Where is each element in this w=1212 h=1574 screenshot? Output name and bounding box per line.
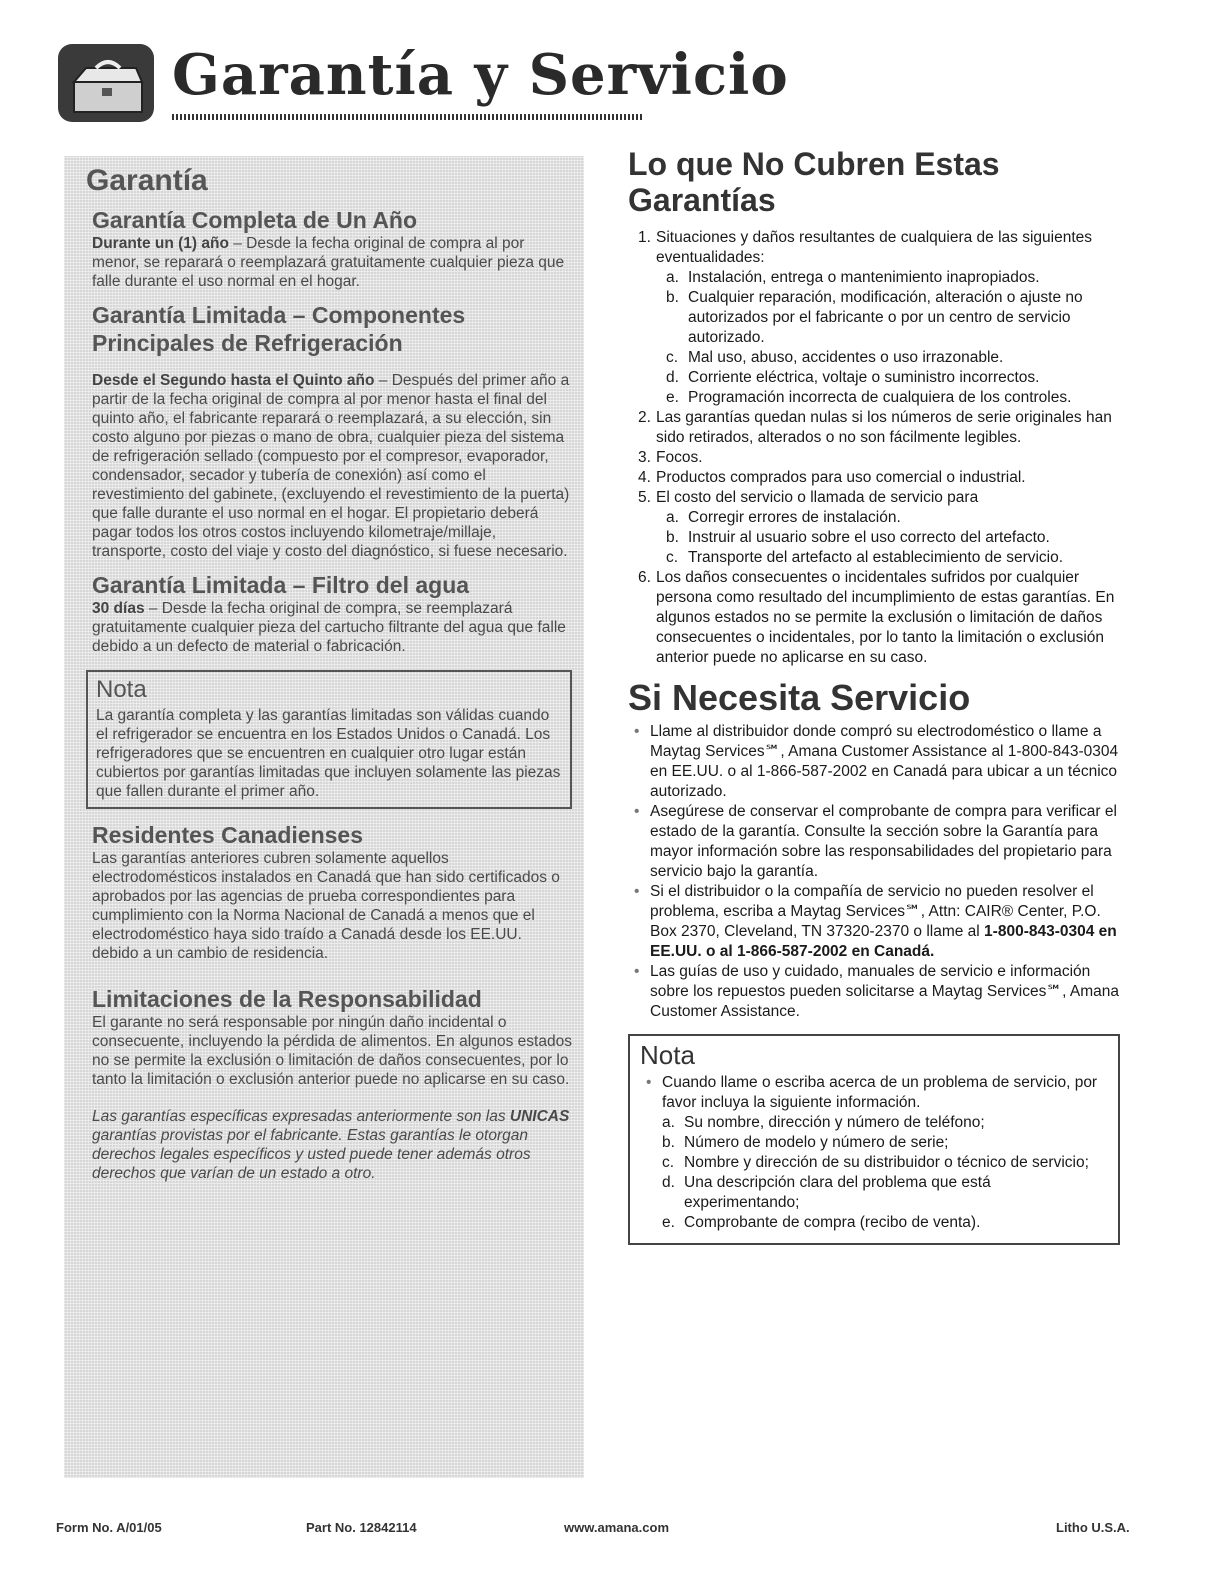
sub-item-text: Cualquier reparación, modificación, alteración o ajuste no autorizados por el fabricante o por un centro de servicio autorizado. — [688, 289, 1083, 346]
sub-item-letter: a. — [666, 269, 679, 286]
body-text: – Desde la fecha original de compra al por menor, se reparará o reemplazará gratuitamente cualquier pieza que falle durante el uso normal en el hogar. — [92, 235, 565, 290]
section-title: Limitaciones de la Responsabilidad — [92, 986, 482, 1012]
section-title: Garantía Completa de Un Año — [92, 207, 418, 233]
item-number: 1. — [638, 229, 651, 246]
sub-item-letter: a. — [666, 509, 679, 526]
sub-list — [656, 268, 1128, 408]
warranty-panel — [64, 156, 584, 1478]
sub-item — [656, 348, 1128, 368]
sub-item-text: Mal uso, abuso, accidentes o uso irrazonable. — [688, 349, 1004, 366]
list-item: • Asegúrese de conservar el comprobante de compra para verificar el estado de la garantía. Consulte la sección sobre la Garantía para mayor información sobre las responsabilidades del propietario para servicio bajo la garantía. — [628, 802, 1128, 882]
item-text: Las garantías quedan nulas si los números de serie originales han sido retirados, alterados o no son fácilmente legibles. — [656, 409, 1112, 446]
note-title: Nota — [640, 1040, 695, 1070]
note-title: Nota — [96, 676, 147, 703]
limited-refrigeration-section — [86, 301, 572, 561]
sub-item — [652, 1133, 1110, 1153]
sub-item — [656, 388, 1128, 408]
list-item — [628, 228, 1128, 408]
service-list — [628, 722, 1128, 1022]
full-warranty-section — [86, 206, 572, 291]
part-number: Part No. 12842114 — [306, 1520, 417, 1535]
item-number: 2. — [638, 409, 651, 426]
sub-item-letter: b. — [666, 529, 679, 546]
title-underline — [172, 114, 642, 120]
closing-text: garantías provistas por el fabricante. Estas garantías le otorgan derechos legales específicos y usted puede tener además otros derechos que varían de un estado a otro. — [92, 1127, 531, 1182]
section-title: Garantía Limitada – Componentes Principales de Refrigeración — [92, 302, 466, 356]
list-item — [628, 408, 1128, 448]
canadian-residents-section — [86, 821, 572, 963]
sub-item-letter: c. — [666, 549, 679, 566]
item-number: 3. — [638, 449, 651, 466]
item-number: 5. — [638, 489, 651, 506]
sub-item-text: Instalación, entrega o mantenimiento inapropiados. — [688, 269, 1040, 286]
sub-item-letter: b. — [666, 289, 679, 306]
sub-item-letter: e. — [662, 1214, 675, 1231]
sub-item-text: Comprobante de compra (recibo de venta). — [684, 1214, 981, 1231]
section-text: El garante no será responsable por ningún daño incidental o consecuente, incluyendo la pérdida de alimentos. En algunos estados no se permite la exclusión o limitación de daños consecuentes, por lo tanto la limitación o exclusión anterior puede no aplicarse en su caso. — [92, 1014, 572, 1088]
warranty-note-box — [86, 670, 572, 809]
litho-label: Litho U.S.A. — [1056, 1520, 1130, 1535]
sub-list — [656, 508, 1128, 568]
section-title: Garantía Limitada – Filtro del agua — [92, 572, 470, 598]
sub-item-text: Corregir errores de instalación. — [688, 509, 901, 526]
phone-numbers: 1-800-843-0304 en EE.UU. o al 1-866-587-2002 en Canadá. — [650, 923, 1117, 960]
item-text: El costo del servicio o llamada de servicio para — [656, 489, 979, 506]
sub-item-text: Transporte del artefacto al establecimiento de servicio. — [688, 549, 1064, 566]
service-note-box — [628, 1034, 1120, 1245]
page-title: Garantía y Servicio — [172, 42, 789, 108]
closing-text: Las garantías específicas expresadas anteriormente son las — [92, 1108, 510, 1125]
list-item — [628, 882, 1128, 962]
item-text: Focos. — [656, 449, 703, 466]
item-number: 4. — [638, 469, 651, 486]
item-text: Situaciones y daños resultantes de cualquiera de las siguientes eventualidades: — [656, 229, 1092, 266]
sub-item — [656, 528, 1128, 548]
note-sub-list — [652, 1113, 1110, 1233]
closing-emphasis: UNICAS — [509, 1108, 570, 1125]
sub-item — [656, 268, 1128, 288]
closing-statement — [92, 1107, 572, 1183]
toolbox-icon — [56, 42, 156, 124]
list-item: • Llame al distribuidor donde compró su electrodoméstico o llame a Maytag Services℠, Amana Customer Assistance al 1-800-843-0304 en EE.UU. o al 1-866-587-2002 en Canadá para ubicar a un técnico autorizado. — [628, 722, 1128, 802]
sub-item — [652, 1153, 1110, 1173]
page-header — [56, 40, 789, 126]
section-text — [92, 371, 572, 561]
sub-item-letter: c. — [666, 349, 679, 366]
sub-item-text: Nombre y dirección de su distribuidor o técnico de servicio; — [684, 1154, 1089, 1171]
sub-item-letter: b. — [662, 1134, 675, 1151]
section-text — [92, 234, 572, 291]
sub-item-text: Número de modelo y número de serie; — [684, 1134, 949, 1151]
note-text: La garantía completa y las garantías limitadas son válidas cuando el refrigerador se encuentra en los Estados Unidos o Canadá. Los refrigeradores que se encuentren en cualquier otro lugar están cubiertos por garantías limitadas que incluyen solamente las piezas que fallen durante el primer año. — [96, 707, 561, 800]
sub-item — [656, 368, 1128, 388]
sub-item-letter: c. — [662, 1154, 675, 1171]
liability-section — [86, 985, 572, 1089]
lead-text: Desde el Segundo hasta el Quinto año — [92, 372, 375, 389]
lead-text: 30 días — [92, 600, 145, 617]
section-title: Residentes Canadienses — [92, 822, 364, 848]
sub-item — [656, 288, 1128, 348]
right-column — [628, 146, 1128, 1245]
sub-item-letter: d. — [662, 1174, 675, 1191]
sub-item-letter: d. — [666, 369, 679, 386]
lead-text: Durante un (1) año — [92, 235, 229, 252]
sub-item-text: Programación incorrecta de cualquiera de los controles. — [688, 389, 1072, 406]
sub-item-text: Su nombre, dirección y número de teléfono; — [684, 1114, 985, 1131]
list-item — [628, 468, 1128, 488]
sub-item-letter: a. — [662, 1114, 675, 1131]
body-text: – Desde la fecha original de compra, se reemplazará gratuitamente cualquier pieza del cartucho filtrante del agua que falle debido a un defecto de material o fabricación. — [92, 600, 566, 655]
body-text: – Después del primer año a partir de la fecha original de compra al por menor hasta el final del quinto año, el fabricante reparará o reemplazará, a su elección, sin costo alguno por piezas o mano de obra, cualquier pieza del sistema de refrigeración sellado (compuesto por el compresor, evaporador, condensador, secador y tubería de conexión) así como el revestimiento del gabinete, (excluyendo el revestimiento de la puerta) que falle durante el uso normal en el hogar. El propietario deberá pagar todos los otros costos incluyendo kilometraje/millaje, transporte, costo del viaje y costo del diagnóstico, si fuese necesario. — [92, 372, 570, 560]
list-item: • Las guías de uso y cuidado, manuales de servicio e información sobre los repuestos pueden solicitarse a Maytag Services℠, Amana Customer Assistance. — [628, 962, 1128, 1022]
sub-item — [652, 1173, 1110, 1213]
list-text: Si el distribuidor o la compañía de servicio no pueden resolver el problema, escriba a Maytag Services℠, Attn: CAIR® Center, P.O. Box 2370, Cleveland, TN 37320-2370 o llame al — [650, 883, 1101, 940]
item-number: 6. — [638, 569, 651, 586]
sub-item — [652, 1113, 1110, 1133]
sub-item-text: Instruir al usuario sobre el uso correcto del artefacto. — [688, 529, 1050, 546]
item-text: Productos comprados para uso comercial o industrial. — [656, 469, 1026, 486]
item-text: Los daños consecuentes o incidentales sufridos por cualquier persona como resultado del incumplimiento de estas garantías. En algunos estados no se permite la exclusión o limitación de daños consecuentes o incidentales, por lo tanto la limitación o exclusión anterior puede no aplicarse en su caso. — [656, 569, 1115, 666]
sub-item — [656, 548, 1128, 568]
list-item — [628, 488, 1128, 568]
sub-item — [656, 508, 1128, 528]
note-list — [640, 1073, 1110, 1113]
form-number: Form No. A/01/05 — [56, 1520, 162, 1535]
not-covered-heading: Lo que No Cubren Estas Garantías — [628, 146, 1000, 218]
list-item: • Cuando llame o escriba acerca de un problema de servicio, por favor incluya la siguiente información. — [640, 1073, 1110, 1113]
section-text — [92, 599, 572, 656]
sub-item-text: Corriente eléctrica, voltaje o suministro incorrectos. — [688, 369, 1040, 386]
section-text: Las garantías anteriores cubren solamente aquellos electrodomésticos instalados en Canadá que han sido certificados o aprobados por las agencias de prueba correspondientes para cumplimiento con la Norma Nacional de Canadá a menos que el electrodoméstico haya sido traído a Canadá desde los EE.UU. debido a un cambio de residencia. — [92, 850, 560, 962]
list-item — [628, 448, 1128, 468]
warranty-heading: Garantía — [86, 164, 208, 197]
sub-item — [652, 1213, 1110, 1233]
sub-item-letter: e. — [666, 389, 679, 406]
sub-item-text: Una descripción clara del problema que está experimentando; — [684, 1174, 991, 1211]
not-covered-list — [628, 228, 1128, 668]
website-link[interactable]: www.amana.com — [564, 1520, 669, 1535]
list-item — [628, 568, 1128, 668]
service-heading: Si Necesita Servicio — [628, 677, 971, 718]
limited-filter-section — [86, 571, 572, 656]
